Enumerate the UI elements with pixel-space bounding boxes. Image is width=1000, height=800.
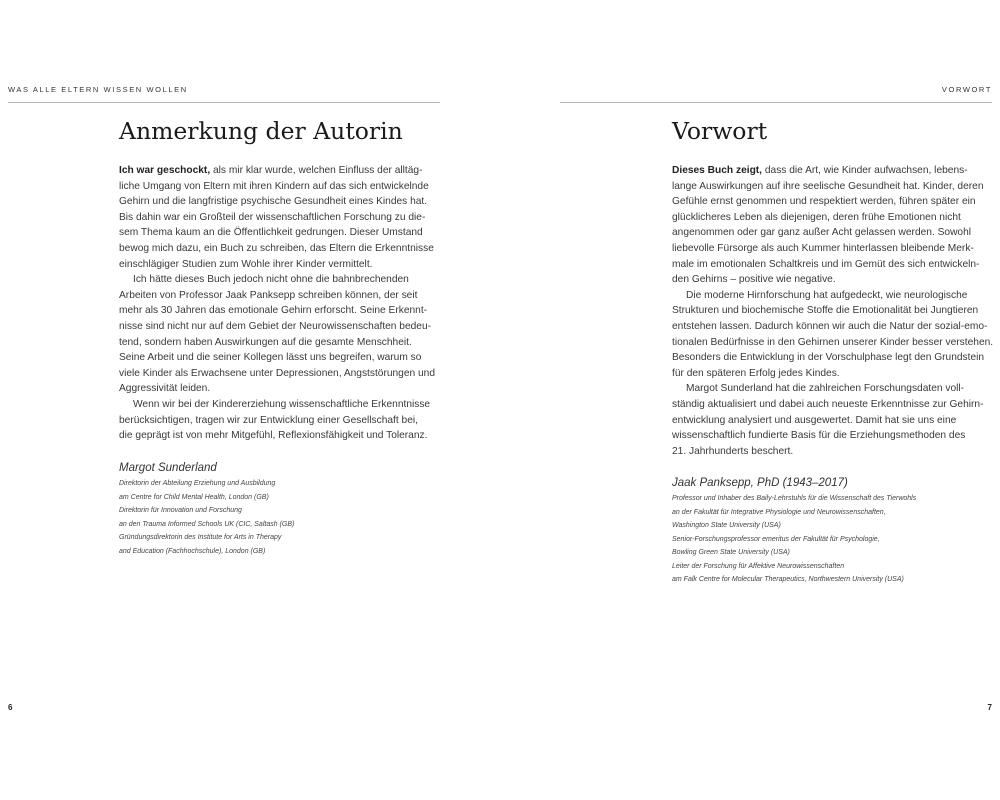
line-text: die geprägt ist von mehr Mitgefühl, Reflexionsfähigkeit und Toleranz. [119, 430, 428, 442]
line-text: Margot Sunderland hat die zahlreichen Forschungsdaten voll- [686, 383, 965, 395]
line-text: Die moderne Hirnforschung hat aufgedeckt, wie neurologische [686, 289, 968, 301]
body-line [119, 257, 444, 273]
signature-right [672, 477, 1000, 587]
page-title-left: Anmerkung der Autorin [119, 117, 403, 145]
signature-left [119, 462, 459, 558]
body-line [119, 288, 444, 304]
body-line [672, 194, 997, 210]
line-text: Gehirn und die langfristige psychische Gesundheit eines Kindes hat. [119, 196, 428, 208]
line-text: viele Kinder als Erwachsene unter Depressionen, Angststörungen und [119, 367, 436, 379]
line-text: Arbeiten von Professor Jaak Panksepp schreiben können, der seit [119, 289, 418, 301]
page-title-right: Vorwort [672, 117, 768, 145]
body-line [672, 366, 997, 382]
body-line [119, 319, 444, 335]
line-text: tionalen Bedürfnisse in den Gehirnen unserer Kinder besser verstehen. [672, 336, 994, 348]
author-name: Margot Sunderland [119, 462, 217, 474]
header-rule-right [560, 102, 992, 103]
body-line [672, 163, 997, 179]
line-text: den Gehirns – positive wie negative. [672, 274, 836, 286]
body-line [672, 303, 997, 319]
body-line [672, 257, 997, 273]
line-text: bewog mich dazu, ein Buch zu schreiben, das Eltern die Erkenntnisse [119, 242, 434, 254]
line-text: tend, sondern haben Auswirkungen auf die gesamte Menschheit. [119, 336, 412, 348]
line-text: Bis dahin war ein Großteil der wissenschaftlichen Forschung zu die- [119, 211, 426, 223]
running-header-right: VORWORT [941, 85, 992, 94]
line-text: entwicklung analysiert und ausgewertet. Damit hat sie uns eine [672, 414, 957, 426]
body-line [119, 179, 444, 195]
body-line [672, 397, 997, 413]
body-line [672, 241, 997, 257]
body-text-right [672, 163, 997, 459]
line-text: für den späteren Erfolg jedes Kindes. [672, 367, 840, 379]
line-text: mehr als 30 Jahren das emotionale Gehirn erforscht. Seine Erkennt- [119, 305, 428, 317]
body-line [119, 397, 444, 413]
affiliation-line: am Falk Centre for Molecular Therapeutics, Northwestern University (USA) [672, 576, 904, 583]
affiliation-line: Gründungsdirektorin des Institute for Arts in Therapy [119, 534, 282, 541]
line-text: male im emotionalen Schaltkreis und im Gemüt des sich entwickeln- [672, 258, 980, 270]
body-line [672, 272, 997, 288]
body-line [672, 335, 997, 351]
page-number-right: 7 [987, 703, 992, 712]
body-line [672, 225, 997, 241]
affiliation-line: Direktorin für Innovation und Forschung [119, 507, 242, 514]
body-line [672, 288, 997, 304]
line-text: als mir klar wurde, welchen Einfluss der alltäg- [210, 165, 423, 176]
line-text: angenommen oder gar ganz außer Acht gelassen werden. Sowohl [672, 227, 972, 239]
body-line [119, 241, 444, 257]
line-text: ständig aktualisiert und dabei auch neueste Erkenntnisse zur Gehirn- [672, 398, 984, 410]
line-text: Gefühle ernst genommen und respektiert werden, führen später ein [672, 196, 976, 208]
header-rule-left [8, 102, 440, 103]
line-text: sem Thema kaum an die Öffentlichkeit gedrungen. Dieser Umstand [119, 227, 423, 239]
body-line [672, 350, 997, 366]
affiliation-line: Senior-Forschungsprofessor emeritus der Fakultät für Psychologie, [672, 535, 880, 543]
line-text: wissenschaftlich fundierte Basis für die Erziehungsmethoden des [672, 430, 966, 442]
line-text: 21. Jahrhunderts beschert. [672, 445, 794, 457]
body-line [119, 413, 444, 429]
body-line [119, 272, 444, 288]
affiliation-line: am Centre for Child Mental Health, London (GB) [119, 493, 269, 501]
line-text: Wenn wir bei der Kindererziehung wissenschaftliche Erkenntnisse [133, 398, 431, 410]
line-text: Strukturen und biochemische Stoffe die Emotionalität bei Jungtieren [672, 305, 979, 317]
line-text: liebevolle Fürsorge als auch Kummer hinterlassen bleibende Merk- [672, 242, 974, 254]
affiliation-line: Direktorin der Abteilung Erziehung und Ausbildung [119, 480, 276, 487]
foreword-author-name: Jaak Panksepp, PhD (1943–2017) [672, 477, 848, 489]
running-header-left: WAS ALLE ELTERN WISSEN WOLLEN [8, 85, 188, 94]
lead-in: Dieses Buch zeigt, [672, 165, 763, 176]
body-line [672, 413, 997, 429]
body-line [119, 335, 444, 351]
affiliation-line: Washington State University (USA) [672, 522, 781, 529]
body-line [119, 225, 444, 241]
lead-in: Ich war geschockt, [119, 165, 211, 176]
line-text: dass die Art, wie Kinder aufwachsen, lebens- [762, 165, 968, 176]
body-line [672, 210, 997, 226]
body-line [672, 381, 997, 397]
line-text: glücklicheres Leben als diejenigen, deren frühe Emotionen nicht [672, 211, 961, 223]
affiliation-line: an der Fakultät für Integrative Physiologie und Neurowissenschaften, [672, 508, 886, 516]
body-line [672, 319, 997, 335]
line-text: Besonders die Entwicklung in der Vorschulphase legt den Grundstein [672, 352, 985, 364]
body-line [119, 163, 444, 179]
body-line [119, 194, 444, 210]
affiliation-line: Professor und Inhaber des Baily-Lehrstuhls für die Wissenschaft des Tierwohls [672, 495, 917, 502]
line-text: Seine Arbeit und die seiner Kollegen lässt uns begreifen, warum so [119, 352, 422, 364]
body-line [119, 303, 444, 319]
body-line [672, 444, 997, 460]
body-line [672, 179, 997, 195]
line-text: berücksichtigen, tragen wir zur Entwicklung einer Gesellschaft bei, [119, 414, 418, 426]
line-text: liche Umgang von Eltern mit ihren Kindern auf das sich entwickelnde [119, 180, 429, 192]
body-line [119, 428, 444, 444]
body-line [119, 366, 444, 382]
line-text: nisse sind nicht nur auf dem Gebiet der Neurowissenschaften bedeu- [119, 320, 432, 332]
page-number-left: 6 [8, 703, 13, 712]
body-line [119, 350, 444, 366]
line-text: Aggressivität leiden. [119, 383, 211, 395]
line-text: einschlägiger Studien zum Wohle ihrer Kinder vermittelt. [119, 258, 373, 270]
body-line [119, 210, 444, 226]
line-text: lange Auswirkungen auf ihre seelische Gesundheit hat. Kinder, deren [672, 180, 984, 192]
line-text: entstehen lassen. Dadurch können wir auch die Natur der sozial-emo- [672, 320, 988, 332]
body-text-left [119, 163, 444, 444]
affiliation-line: an den Trauma Informed Schools UK (CIC, Saltash (GB) [119, 520, 295, 528]
affiliation-line: Leiter der Forschung für Affektive Neurowissenschaften [672, 562, 845, 570]
affiliation-line: and Education (Fachhochschule), London (GB) [119, 547, 266, 555]
affiliation-line: Bowling Green State University (USA) [672, 549, 790, 556]
body-line [119, 381, 444, 397]
body-line [672, 428, 997, 444]
line-text: Ich hätte dieses Buch jedoch nicht ohne die bahnbrechenden [133, 274, 409, 286]
